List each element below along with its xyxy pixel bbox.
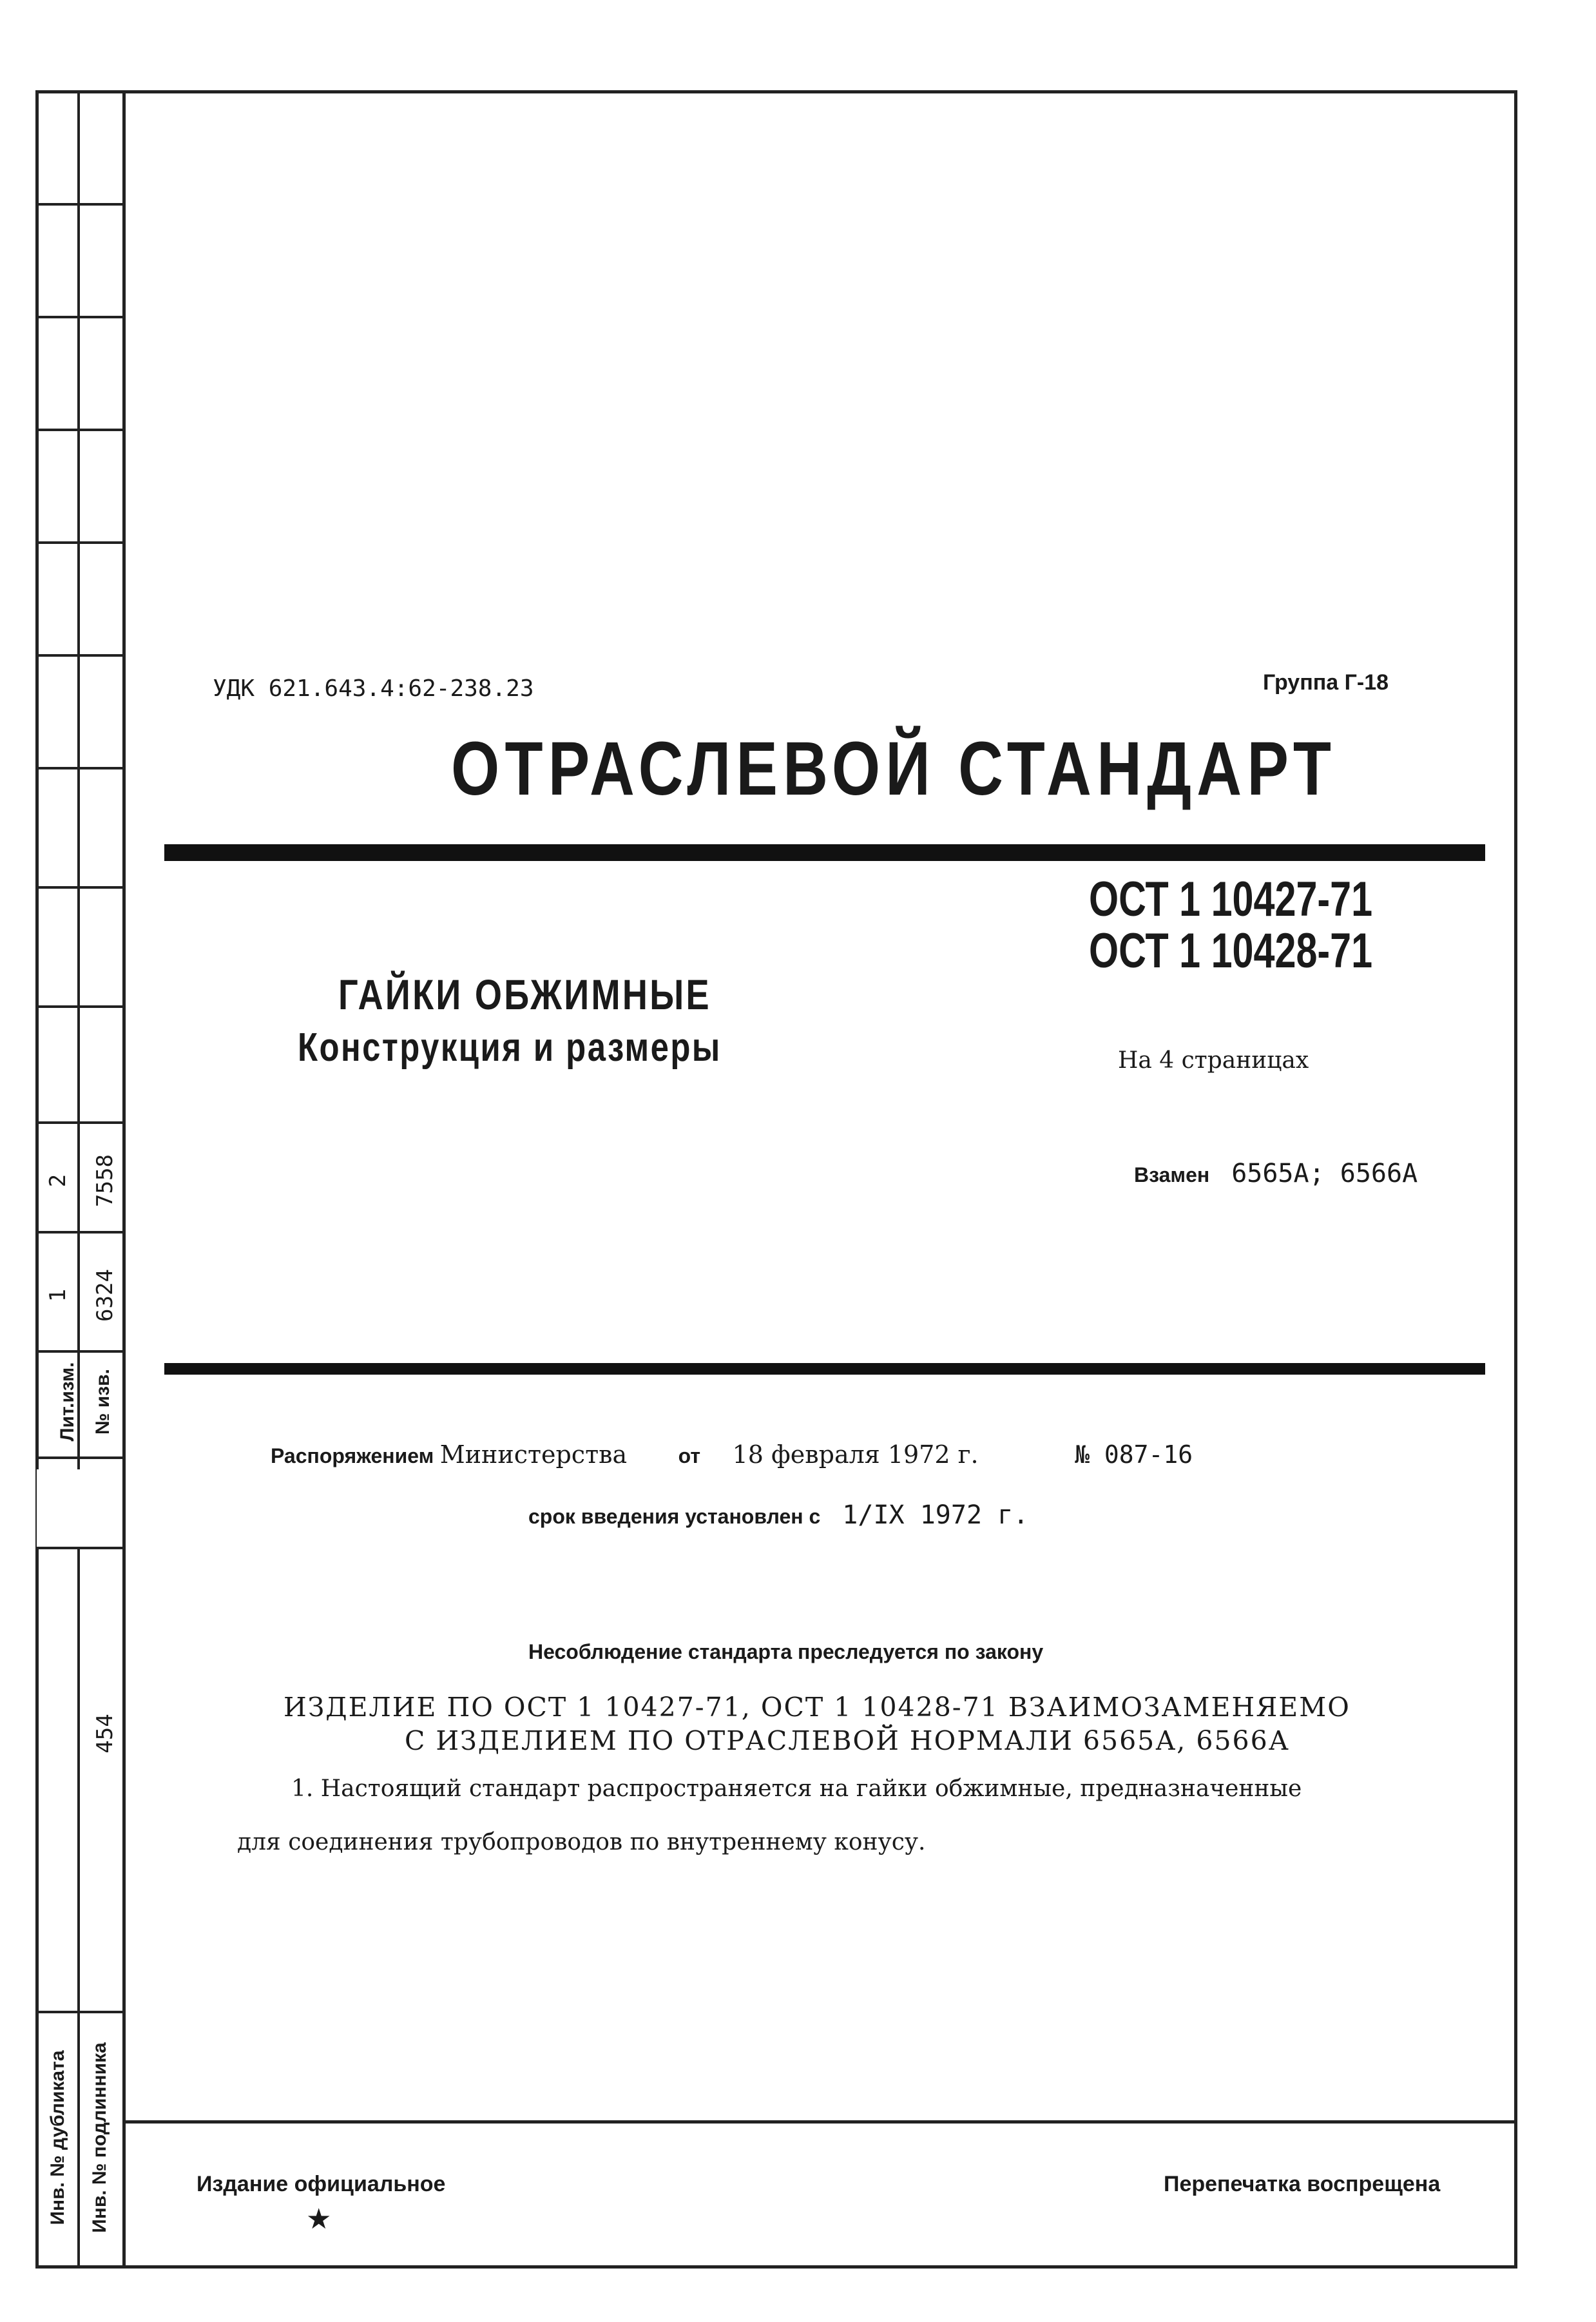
- strip-cell-line: [37, 1121, 122, 1124]
- effective-line: [528, 1500, 1028, 1530]
- change-label: Лит.изм.: [57, 1362, 78, 1442]
- strip-cell-line: [37, 429, 122, 431]
- strip-divider: [77, 90, 80, 2269]
- official-edition: Издание официальное: [197, 2172, 446, 2196]
- notice-1: 7558: [92, 1154, 118, 1207]
- title-rule: [164, 844, 1485, 861]
- udk-code: УДК 621.643.4:62-238.23: [213, 675, 534, 702]
- strip-cell-line: [37, 1456, 122, 1459]
- star-icon: ★: [306, 2203, 332, 2236]
- subject-title: ГАЙКИ ОБЖИМНЫЕ: [338, 971, 711, 1018]
- dup-label: Инв. № дубликата: [47, 2050, 68, 2225]
- interchange-line-1: ИЗДЕЛИЕ ПО ОСТ 1 10427-71, ОСТ 1 10428-71 ВЗАИМОЗАМЕНЯЕМО: [284, 1692, 1351, 1723]
- replaces-label: Взамен: [1134, 1163, 1210, 1186]
- strip-cell-line: [37, 767, 122, 769]
- change-1: 2: [45, 1174, 71, 1188]
- paragraph-1-line-1: 1. Настоящий стандарт распространяется на гайки обжимные, предназначенные: [291, 1775, 1302, 1802]
- document-title: ОТРАСЛЕВОЙ СТАНДАРТ: [451, 726, 1337, 811]
- order-authority: Министерства: [439, 1440, 628, 1469]
- strip-cell-line: [37, 1005, 122, 1008]
- replaces: [1134, 1159, 1418, 1188]
- paragraph-1-line-2: для соединения трубопроводов по внутреннему конусу.: [237, 1829, 926, 1855]
- strip-cell-line: [37, 2011, 122, 2013]
- section-rule: [164, 1363, 1485, 1375]
- dup-number: 454: [92, 1714, 118, 1754]
- strip-cell-line: [37, 1547, 122, 1549]
- notice-label: № изв.: [92, 1369, 113, 1435]
- order-date: 18 февраля 1972 г.: [732, 1440, 979, 1469]
- order-label: Распоряжением: [271, 1444, 434, 1467]
- law-notice: Несоблюдение стандарта преследуется по закону: [528, 1640, 1044, 1663]
- strip-gap: [37, 1469, 122, 1547]
- notice-0: 6324: [92, 1269, 118, 1322]
- strip-cell-line: [37, 541, 122, 544]
- reprint-prohibited: Перепечатка воспрещена: [1164, 2172, 1441, 2196]
- standard-number-2: ОСТ 1 10428-71: [1089, 924, 1373, 978]
- strip-cell-line: [37, 886, 122, 889]
- strip-cell-line: [37, 1231, 122, 1234]
- page-count: На 4 страницах: [1118, 1047, 1309, 1074]
- change-0: 1: [45, 1288, 71, 1302]
- footer-rule: [122, 2120, 1517, 2124]
- effective-label: срок введения установлен с: [528, 1505, 821, 1528]
- group-code: Группа Г-18: [1263, 670, 1389, 695]
- order-from: от: [678, 1444, 701, 1467]
- effective-date: 1/IX 1972 г.: [842, 1500, 1029, 1530]
- replaces-value: 6565А; 6566А: [1231, 1159, 1418, 1188]
- strip-cell-line: [37, 316, 122, 318]
- inner-border: [122, 90, 126, 2269]
- order-line: [271, 1440, 1193, 1469]
- standard-number-1: ОСТ 1 10427-71: [1089, 872, 1373, 927]
- strip-cell-line: [37, 203, 122, 206]
- order-number: № 087-16: [1075, 1440, 1193, 1469]
- strip-cell-line: [37, 1350, 122, 1353]
- orig-label: Инв. № подлинника: [89, 2042, 110, 2233]
- interchange-line-2: С ИЗДЕЛИЕМ ПО ОТРАСЛЕВОЙ НОРМАЛИ 6565А, 6566А: [405, 1725, 1290, 1756]
- strip-cell-line: [37, 654, 122, 657]
- subject-subtitle: Конструкция и размеры: [298, 1025, 722, 1070]
